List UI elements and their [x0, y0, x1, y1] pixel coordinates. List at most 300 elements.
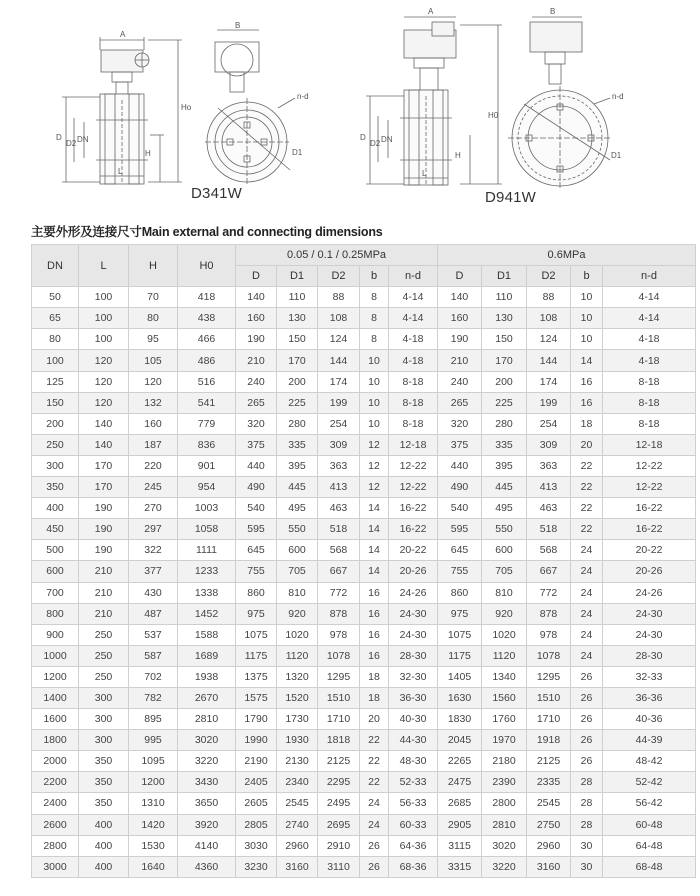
table-cell: 595: [438, 519, 482, 540]
table-cell: 120: [79, 392, 129, 413]
table-cell: 270: [129, 498, 178, 519]
table-cell: 265: [236, 392, 277, 413]
table-cell: 3920: [178, 814, 236, 835]
table-cell: 12-22: [389, 477, 438, 498]
table-cell: 1075: [236, 624, 277, 645]
table-cell: 600: [32, 561, 79, 582]
table-cell: 700: [32, 582, 79, 603]
table-row: [32, 772, 696, 793]
table-cell: 124: [318, 329, 360, 350]
table-cell: 10: [571, 287, 603, 308]
table-cell: 2335: [527, 772, 571, 793]
table-cell: 132: [129, 392, 178, 413]
table-cell: 240: [438, 371, 482, 392]
table-cell: 518: [527, 519, 571, 540]
table-cell: 463: [527, 498, 571, 519]
table-cell: 50: [32, 287, 79, 308]
d341w-label-a: A: [120, 30, 126, 39]
table-cell: 140: [438, 287, 482, 308]
table-row: [32, 350, 696, 371]
table-cell: 300: [79, 730, 129, 751]
table-cell: 26: [571, 666, 603, 687]
header-b: b: [360, 266, 389, 287]
table-cell: 335: [482, 434, 527, 455]
table-cell: 2545: [527, 793, 571, 814]
table-cell: 350: [32, 477, 79, 498]
table-cell: 1111: [178, 540, 236, 561]
table-cell: 16: [571, 371, 603, 392]
table-cell: 20: [360, 709, 389, 730]
table-cell: 210: [79, 603, 129, 624]
table-cell: 1520: [277, 687, 318, 708]
table-cell: 68-36: [389, 856, 438, 877]
table-row: [32, 413, 696, 434]
table-row: [32, 835, 696, 856]
table-cell: 4-18: [389, 350, 438, 371]
table-cell: 144: [318, 350, 360, 371]
table-cell: 400: [79, 835, 129, 856]
table-cell: 18: [360, 666, 389, 687]
table-cell: 16: [360, 645, 389, 666]
table-cell: 375: [236, 434, 277, 455]
table-row: [32, 645, 696, 666]
table-cell: 1120: [482, 645, 527, 666]
table-cell: 16: [360, 603, 389, 624]
table-cell: 12-22: [603, 455, 696, 476]
table-cell: 32-33: [603, 666, 696, 687]
header-d: D: [438, 266, 482, 287]
table-cell: 320: [438, 413, 482, 434]
d341w-label-dn: DN: [77, 135, 89, 144]
table-cell: 1452: [178, 603, 236, 624]
table-cell: 120: [79, 371, 129, 392]
table-cell: 600: [277, 540, 318, 561]
table-cell: 450: [32, 519, 79, 540]
table-cell: 22: [360, 730, 389, 751]
table-cell: 2405: [236, 772, 277, 793]
table-cell: 516: [178, 371, 236, 392]
table-cell: 1295: [527, 666, 571, 687]
table-cell: 1078: [318, 645, 360, 666]
table-cell: 702: [129, 666, 178, 687]
table-cell: 174: [318, 371, 360, 392]
table-cell: 1020: [482, 624, 527, 645]
table-cell: 300: [79, 687, 129, 708]
table-cell: 280: [277, 413, 318, 434]
table-cell: 140: [79, 434, 129, 455]
table-cell: 10: [571, 329, 603, 350]
table-cell: 100: [79, 329, 129, 350]
table-cell: 26: [571, 687, 603, 708]
table-cell: 2180: [482, 751, 527, 772]
table-cell: 2545: [277, 793, 318, 814]
table-cell: 1510: [318, 687, 360, 708]
table-header: [32, 245, 696, 287]
d341w-label-d1: D1: [292, 148, 303, 157]
table-cell: 24: [360, 793, 389, 814]
table-cell: 300: [79, 709, 129, 730]
table-cell: 36-30: [389, 687, 438, 708]
table-cell: 210: [438, 350, 482, 371]
table-cell: 490: [236, 477, 277, 498]
table-row: [32, 814, 696, 835]
table-cell: 954: [178, 477, 236, 498]
table-cell: 199: [318, 392, 360, 413]
table-cell: 363: [527, 455, 571, 476]
table-cell: 26: [571, 751, 603, 772]
table-cell: 772: [527, 582, 571, 603]
table-cell: 2495: [318, 793, 360, 814]
table-cell: 755: [438, 561, 482, 582]
table-cell: 4-14: [389, 287, 438, 308]
header-d1: D1: [482, 266, 527, 287]
header-l: L: [79, 245, 129, 287]
table-cell: 550: [277, 519, 318, 540]
table-cell: 210: [79, 582, 129, 603]
table-cell: 14: [360, 498, 389, 519]
d341w-label-ho: Ho: [181, 103, 192, 112]
table-cell: 56-42: [603, 793, 696, 814]
table-cell: 144: [527, 350, 571, 371]
table-cell: 518: [318, 519, 360, 540]
table-cell: 16-22: [603, 498, 696, 519]
table-cell: 24-30: [603, 624, 696, 645]
table-cell: 220: [129, 455, 178, 476]
table-cell: 22: [571, 455, 603, 476]
table-cell: 250: [79, 666, 129, 687]
table-cell: 60-33: [389, 814, 438, 835]
table-cell: 878: [318, 603, 360, 624]
table-cell: 2685: [438, 793, 482, 814]
table-cell: 250: [79, 624, 129, 645]
table-cell: 12-18: [389, 434, 438, 455]
table-cell: 56-33: [389, 793, 438, 814]
table-cell: 1058: [178, 519, 236, 540]
table-cell: 495: [482, 498, 527, 519]
table-cell: 2670: [178, 687, 236, 708]
table-cell: 65: [32, 308, 79, 329]
table-cell: 3230: [236, 856, 277, 877]
table-cell: 174: [527, 371, 571, 392]
table-cell: 800: [32, 603, 79, 624]
table-cell: 8: [360, 308, 389, 329]
table-cell: 24: [571, 603, 603, 624]
table-cell: 26: [360, 835, 389, 856]
table-cell: 920: [482, 603, 527, 624]
table-cell: 187: [129, 434, 178, 455]
table-cell: 8-18: [603, 392, 696, 413]
table-cell: 22: [571, 477, 603, 498]
d341w-label-l: L: [118, 167, 123, 176]
table-cell: 24: [571, 540, 603, 561]
table-cell: 445: [482, 477, 527, 498]
table-cell: 486: [178, 350, 236, 371]
table-cell: 587: [129, 645, 178, 666]
table-cell: 836: [178, 434, 236, 455]
table-cell: 32-30: [389, 666, 438, 687]
table-cell: 68-48: [603, 856, 696, 877]
table-cell: 14: [360, 561, 389, 582]
table-cell: 100: [79, 308, 129, 329]
table-cell: 36-36: [603, 687, 696, 708]
table-cell: 540: [236, 498, 277, 519]
table-cell: 4140: [178, 835, 236, 856]
table-cell: 44-39: [603, 730, 696, 751]
table-cell: 2130: [277, 751, 318, 772]
table-cell: 1918: [527, 730, 571, 751]
table-cell: 24: [571, 582, 603, 603]
table-cell: 190: [79, 498, 129, 519]
table-cell: 1930: [277, 730, 318, 751]
table-row: [32, 519, 696, 540]
table-cell: 2605: [236, 793, 277, 814]
table-cell: 24: [571, 561, 603, 582]
table-cell: 440: [438, 455, 482, 476]
table-cell: 2810: [482, 814, 527, 835]
table-cell: 1818: [318, 730, 360, 751]
table-row: [32, 498, 696, 519]
table-cell: 1730: [277, 709, 318, 730]
table-cell: 64-48: [603, 835, 696, 856]
table-cell: 20-22: [603, 540, 696, 561]
caption-d341w: D341W: [191, 185, 243, 202]
table-cell: 2800: [482, 793, 527, 814]
table-cell: 70: [129, 287, 178, 308]
table-cell: 108: [318, 308, 360, 329]
table-cell: 3000: [32, 856, 79, 877]
table-cell: 24-26: [603, 582, 696, 603]
table-cell: 3220: [178, 751, 236, 772]
table-cell: 2475: [438, 772, 482, 793]
table-cell: 2265: [438, 751, 482, 772]
table-cell: 254: [527, 413, 571, 434]
table-cell: 18: [360, 687, 389, 708]
table-cell: 2600: [32, 814, 79, 835]
table-cell: 64-36: [389, 835, 438, 856]
table-row: [32, 308, 696, 329]
table-cell: 540: [438, 498, 482, 519]
table-body: [32, 287, 696, 878]
table-cell: 22: [571, 498, 603, 519]
table-cell: 975: [236, 603, 277, 624]
table-cell: 16-22: [603, 519, 696, 540]
table-cell: 1175: [236, 645, 277, 666]
table-cell: 12: [360, 477, 389, 498]
table-cell: 3315: [438, 856, 482, 877]
table-cell: 755: [236, 561, 277, 582]
table-cell: 782: [129, 687, 178, 708]
table-cell: 3160: [527, 856, 571, 877]
table-cell: 44-30: [389, 730, 438, 751]
table-cell: 100: [79, 287, 129, 308]
table-cell: 1630: [438, 687, 482, 708]
header-h: H: [129, 245, 178, 287]
table-cell: 2045: [438, 730, 482, 751]
table-cell: 320: [236, 413, 277, 434]
table-cell: 10: [360, 392, 389, 413]
table-cell: 250: [79, 645, 129, 666]
table-cell: 120: [129, 371, 178, 392]
table-cell: 12-18: [603, 434, 696, 455]
table-cell: 225: [277, 392, 318, 413]
table-cell: 2390: [482, 772, 527, 793]
table-cell: 1510: [527, 687, 571, 708]
header-d2: D2: [318, 266, 360, 287]
table-cell: 1588: [178, 624, 236, 645]
table-cell: 4-18: [603, 329, 696, 350]
header-dn: DN: [32, 245, 79, 287]
table-cell: 40-36: [603, 709, 696, 730]
table-cell: 430: [129, 582, 178, 603]
table-row: [32, 624, 696, 645]
table-cell: 2810: [178, 709, 236, 730]
table-cell: 24-26: [389, 582, 438, 603]
table-cell: 550: [482, 519, 527, 540]
table-cell: 490: [438, 477, 482, 498]
table-cell: 667: [527, 561, 571, 582]
table-cell: 995: [129, 730, 178, 751]
table-cell: 48-30: [389, 751, 438, 772]
table-cell: 190: [79, 540, 129, 561]
table-cell: 1375: [236, 666, 277, 687]
table-cell: 200: [277, 371, 318, 392]
table-cell: 20-26: [389, 561, 438, 582]
table-cell: 170: [277, 350, 318, 371]
table-cell: 363: [318, 455, 360, 476]
table-cell: 895: [129, 709, 178, 730]
table-cell: 88: [318, 287, 360, 308]
table-cell: 418: [178, 287, 236, 308]
table-cell: 2960: [277, 835, 318, 856]
table-cell: 350: [79, 751, 129, 772]
table-cell: 100: [32, 350, 79, 371]
caption-d941w: D941W: [485, 189, 537, 206]
d941w-label-d1: D1: [611, 151, 622, 160]
table-cell: 4360: [178, 856, 236, 877]
table-cell: 1078: [527, 645, 571, 666]
table-cell: 645: [438, 540, 482, 561]
table-cell: 1405: [438, 666, 482, 687]
table-cell: 1560: [482, 687, 527, 708]
table-cell: 375: [438, 434, 482, 455]
table-cell: 1800: [32, 730, 79, 751]
header-b: b: [571, 266, 603, 287]
valve-drawings: [0, 0, 700, 212]
table-cell: 1710: [318, 709, 360, 730]
table-cell: 245: [129, 477, 178, 498]
table-cell: 2740: [277, 814, 318, 835]
table-cell: 265: [438, 392, 482, 413]
d941w-label-l: L: [422, 169, 427, 178]
table-cell: 860: [236, 582, 277, 603]
table-cell: 600: [482, 540, 527, 561]
table-cell: 14: [571, 350, 603, 371]
table-cell: 322: [129, 540, 178, 561]
d941w-label-dn: DN: [381, 135, 393, 144]
table-cell: 110: [277, 287, 318, 308]
table-cell: 16-22: [389, 498, 438, 519]
table-cell: 200: [32, 413, 79, 434]
table-cell: 309: [318, 434, 360, 455]
table-cell: 30: [571, 856, 603, 877]
d941w-label-nd: n-d: [612, 92, 624, 101]
d341w-label-b: B: [235, 21, 241, 30]
table-cell: 500: [32, 540, 79, 561]
table-cell: 400: [79, 814, 129, 835]
table-cell: 170: [79, 477, 129, 498]
table-cell: 28: [571, 772, 603, 793]
table-cell: 254: [318, 413, 360, 434]
table-cell: 645: [236, 540, 277, 561]
table-cell: 8: [360, 329, 389, 350]
table-cell: 568: [318, 540, 360, 561]
table-cell: 150: [277, 329, 318, 350]
table-cell: 24: [360, 814, 389, 835]
table-cell: 1830: [438, 709, 482, 730]
table-cell: 2200: [32, 772, 79, 793]
table-cell: 2805: [236, 814, 277, 835]
table-cell: 2750: [527, 814, 571, 835]
d341w-label-d2: D2: [66, 139, 77, 148]
header-h0: H0: [178, 245, 236, 287]
table-cell: 978: [318, 624, 360, 645]
table-cell: 4-14: [389, 308, 438, 329]
table-cell: 667: [318, 561, 360, 582]
table-cell: 26: [571, 709, 603, 730]
table-cell: 1990: [236, 730, 277, 751]
table-cell: 190: [79, 519, 129, 540]
table-cell: 10: [360, 413, 389, 434]
table-cell: 8: [360, 287, 389, 308]
table-cell: 1340: [482, 666, 527, 687]
table-cell: 297: [129, 519, 178, 540]
table-cell: 110: [482, 287, 527, 308]
table-cell: 8-18: [603, 413, 696, 434]
table-cell: 705: [277, 561, 318, 582]
table-cell: 14: [360, 519, 389, 540]
header-nd: n-d: [389, 266, 438, 287]
table-cell: 125: [32, 371, 79, 392]
dimensions-table: [31, 244, 696, 878]
table-cell: 240: [236, 371, 277, 392]
table-cell: 160: [236, 308, 277, 329]
table-row: [32, 856, 696, 877]
table-cell: 1760: [482, 709, 527, 730]
table-cell: 2905: [438, 814, 482, 835]
header-nd: n-d: [603, 266, 696, 287]
table-cell: 978: [527, 624, 571, 645]
table-cell: 1003: [178, 498, 236, 519]
table-cell: 160: [438, 308, 482, 329]
table-cell: 105: [129, 350, 178, 371]
table-row: [32, 287, 696, 308]
d341w-label-h: H: [145, 149, 151, 158]
table-cell: 170: [79, 455, 129, 476]
table-cell: 8-18: [389, 392, 438, 413]
table-cell: 280: [482, 413, 527, 434]
table-cell: 150: [32, 392, 79, 413]
table-cell: 1175: [438, 645, 482, 666]
table-cell: 28: [571, 814, 603, 835]
table-cell: 52-42: [603, 772, 696, 793]
table-row: [32, 477, 696, 498]
d341w-label-nd: n-d: [297, 92, 309, 101]
table-cell: 2400: [32, 793, 79, 814]
table-cell: 200: [482, 371, 527, 392]
d941w-label-h: H: [455, 151, 461, 160]
table-cell: 3115: [438, 835, 482, 856]
table-cell: 20-26: [603, 561, 696, 582]
